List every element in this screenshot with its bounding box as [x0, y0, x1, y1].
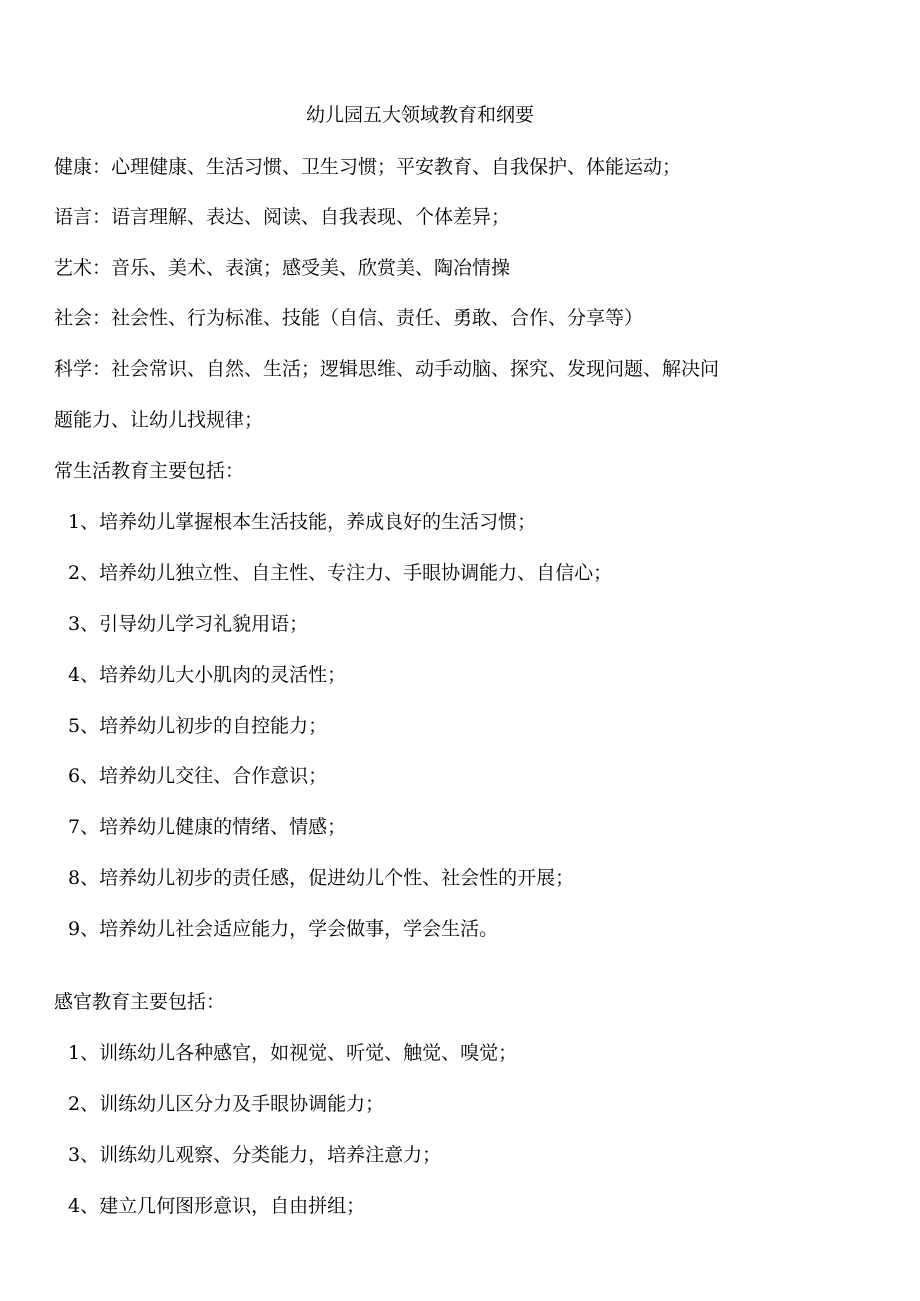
- daily-life-item: 9、培养幼儿社会适应能力，学会做事，学会生活。: [68, 918, 499, 940]
- daily-life-item: 2、培养幼儿独立性、自主性、专注力、手眼协调能力、自信心；: [68, 562, 613, 584]
- domain-society: 社会：社会性、行为标准、技能（自信、责任、勇敢、合作、分享等）: [54, 307, 644, 329]
- sensory-item: 1、训练幼儿各种感官，如视觉、听觉、触觉、嗅觉；: [68, 1042, 518, 1064]
- daily-life-item: 4、培养幼儿大小肌肉的灵活性；: [68, 664, 347, 686]
- sensory-item: 4、建立几何图形意识，自由拼组；: [68, 1195, 366, 1217]
- daily-life-item: 7、培养幼儿健康的情绪、情感；: [68, 816, 347, 838]
- daily-life-heading: 常生活教育主要包括：: [54, 460, 245, 482]
- document-title: 幼儿园五大领域教育和纲要: [305, 104, 534, 126]
- daily-life-item: 5、培养幼儿初步的自控能力；: [68, 715, 328, 737]
- domain-health: 健康：心理健康、生活习惯、卫生习惯；平安教育、自我保护、体能运动；: [54, 156, 682, 178]
- domain-art: 艺术：音乐、美术、表演；感受美、欣赏美、陶冶情操: [54, 257, 511, 279]
- daily-life-item: 3、引导幼儿学习礼貌用语；: [68, 613, 309, 635]
- domain-language: 语言：语言理解、表达、阅读、自我表现、个体差异；: [54, 206, 511, 228]
- daily-life-item: 6、培养幼儿交往、合作意识；: [68, 765, 328, 787]
- domain-science: 科学：社会常识、自然、生活；逻辑思维、动手动脑、探究、发现问题、解决问: [54, 358, 720, 380]
- sensory-item: 2、训练幼儿区分力及手眼协调能力；: [68, 1093, 385, 1115]
- daily-life-item: 8、培养幼儿初步的责任感，促进幼儿个性、社会性的开展；: [68, 867, 575, 889]
- sensory-item: 3、训练幼儿观察、分类能力，培养注意力；: [68, 1144, 442, 1166]
- domain-science-continued: 题能力、让幼儿找规律；: [54, 409, 264, 431]
- sensory-heading: 感官教育主要包括：: [54, 991, 226, 1013]
- daily-life-item: 1、培养幼儿掌握根本生活技能，养成良好的生活习惯；: [68, 511, 537, 533]
